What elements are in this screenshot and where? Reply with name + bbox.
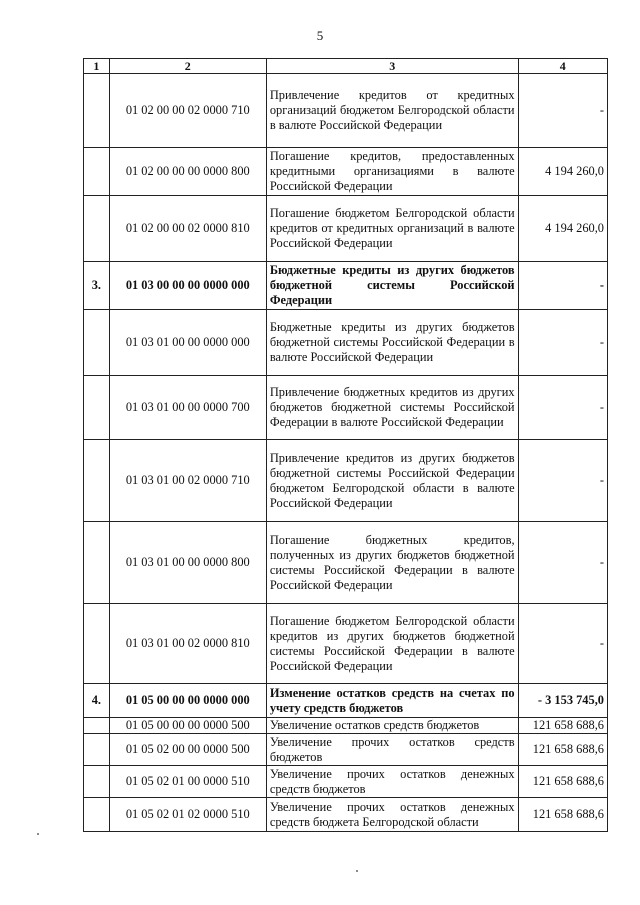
page-number: 5 xyxy=(316,28,324,43)
scan-speck xyxy=(356,870,358,872)
row-number xyxy=(84,766,110,798)
budget-code: 01 02 00 00 02 0000 810 xyxy=(109,196,266,262)
table-row xyxy=(84,684,608,718)
budget-code: 01 05 02 01 02 0000 510 xyxy=(109,798,266,832)
row-number xyxy=(84,734,110,766)
table-row xyxy=(84,74,608,148)
amount: 4 194 260,0 xyxy=(518,196,607,262)
table-row xyxy=(84,718,608,734)
amount: 4 194 260,0 xyxy=(518,148,607,196)
table-header-row xyxy=(84,59,608,74)
source-name: Бюджетные кредиты из других бюджетов бюджетной системы Российской Федерации xyxy=(266,262,518,310)
column-header-4: 4 xyxy=(518,59,607,74)
column-header-2: 2 xyxy=(109,59,266,74)
source-name: Погашение бюджетных кредитов, полученных из других бюджетов бюджетной системы Российской Федерации в валюте Российской Федерации xyxy=(266,522,518,604)
budget-code: 01 02 00 00 02 0000 710 xyxy=(109,74,266,148)
amount: - xyxy=(518,522,607,604)
table-row xyxy=(84,376,608,440)
column-header-1: 1 xyxy=(84,59,110,74)
source-name: Изменение остатков средств на счетах по учету средств бюджетов xyxy=(266,684,518,718)
source-name: Бюджетные кредиты из других бюджетов бюджетной системы Российской Федерации в валюте Российской Федерации xyxy=(266,310,518,376)
budget-code: 01 05 00 00 00 0000 500 xyxy=(109,718,266,734)
budget-code: 01 03 01 00 02 0000 710 xyxy=(109,440,266,522)
table-row xyxy=(84,766,608,798)
source-name: Погашение бюджетом Белгородской области кредитов из других бюджетов бюджетной системы Российской Федерации в валюте Российской Федерации xyxy=(266,604,518,684)
row-number: 4. xyxy=(84,684,110,718)
row-number xyxy=(84,604,110,684)
sources-financing-table xyxy=(83,58,608,832)
amount: 121 658 688,6 xyxy=(518,718,607,734)
row-number xyxy=(84,376,110,440)
source-name: Увеличение прочих остатков денежных средств бюджетов xyxy=(266,766,518,798)
source-name: Увеличение прочих остатков средств бюджетов xyxy=(266,734,518,766)
amount: - xyxy=(518,74,607,148)
budget-code: 01 03 01 00 00 0000 800 xyxy=(109,522,266,604)
row-number xyxy=(84,440,110,522)
budget-code: 01 03 00 00 00 0000 000 xyxy=(109,262,266,310)
row-number: 3. xyxy=(84,262,110,310)
source-name: Увеличение прочих остатков денежных средств бюджета Белгородской области xyxy=(266,798,518,832)
amount: - xyxy=(518,376,607,440)
amount: - xyxy=(518,604,607,684)
amount: - xyxy=(518,440,607,522)
source-name: Увеличение остатков средств бюджетов xyxy=(266,718,518,734)
amount: 121 658 688,6 xyxy=(518,766,607,798)
amount: - 3 153 745,0 xyxy=(518,684,607,718)
budget-code: 01 03 01 00 00 0000 000 xyxy=(109,310,266,376)
source-name: Погашение кредитов, предоставленных кредитными организациями в валюте Российской Федерации xyxy=(266,148,518,196)
scan-speck xyxy=(37,833,39,835)
amount: - xyxy=(518,262,607,310)
budget-code: 01 03 01 00 00 0000 700 xyxy=(109,376,266,440)
row-number xyxy=(84,798,110,832)
budget-code: 01 05 02 01 00 0000 510 xyxy=(109,766,266,798)
source-name: Привлечение кредитов от кредитных организаций бюджетом Белгородской области в валюте Российской Федерации xyxy=(266,74,518,148)
table-row xyxy=(84,798,608,832)
source-name: Привлечение бюджетных кредитов из других бюджетов бюджетной системы Российской Федерации в валюте Российской Федерации xyxy=(266,376,518,440)
table-row xyxy=(84,604,608,684)
table-row xyxy=(84,310,608,376)
row-number xyxy=(84,310,110,376)
budget-code: 01 05 00 00 00 0000 000 xyxy=(109,684,266,718)
amount: 121 658 688,6 xyxy=(518,798,607,832)
row-number xyxy=(84,196,110,262)
row-number xyxy=(84,148,110,196)
row-number xyxy=(84,74,110,148)
table-row xyxy=(84,262,608,310)
budget-code: 01 03 01 00 02 0000 810 xyxy=(109,604,266,684)
table-row xyxy=(84,148,608,196)
source-name: Погашение бюджетом Белгородской области кредитов от кредитных организаций в валюте Российской Федерации xyxy=(266,196,518,262)
amount: - xyxy=(518,310,607,376)
table-row xyxy=(84,522,608,604)
row-number xyxy=(84,522,110,604)
column-header-3: 3 xyxy=(266,59,518,74)
table-row xyxy=(84,196,608,262)
source-name: Привлечение кредитов из других бюджетов бюджетной системы Российской Федерации бюджетом Белгородской области в валюте Российской Федерации xyxy=(266,440,518,522)
table-row xyxy=(84,734,608,766)
amount: 121 658 688,6 xyxy=(518,734,607,766)
budget-code: 01 02 00 00 00 0000 800 xyxy=(109,148,266,196)
table-row xyxy=(84,440,608,522)
row-number xyxy=(84,718,110,734)
budget-code: 01 05 02 00 00 0000 500 xyxy=(109,734,266,766)
